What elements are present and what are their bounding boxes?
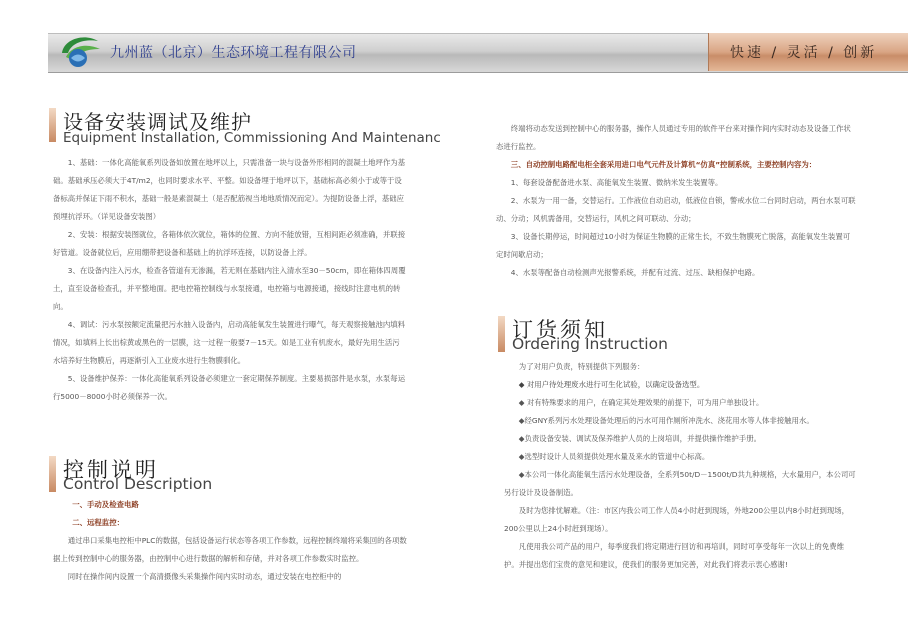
company-name: 九州蓝（北京）生态环境工程有限公司 [110,45,357,61]
slogan: 快速 / 灵活 / 创新 [730,45,878,61]
order-intro: 为了对用户负责，特别提供下列服务： [518,362,645,371]
control-paragraph-1: 通过串口采集电控柜中PLC的数据，包括设备运行状态等各项工作参数，远程控制终端将采集回的各项数据上传到控制中心的服务器，由控制中心进行数据的解析和存储，并对各项工作参数实时监控。 [53,536,407,563]
order-service: 及时为您排忧解难。（注：市区内我公司工作人员4小时赶到现场，外地200公里以内8小时赶到现场，200公里以上24小时赶到现场）。 [504,506,850,533]
section-subtitle-install: Equipment Installation, Commissioning And Maintenanc [63,130,441,146]
section-bar-order [498,316,505,352]
company-logo [58,31,106,71]
control-heading-1: 一、手动及检查电路 [72,500,139,509]
section-title-install: 设备安装调试及维护 [63,110,252,134]
install-paragraph-5: 5、设备维护保养：一体化高能氧系列设备必须建立一套定期保养制度。主要易损部件是水泵，水泵每运行5000－8000小时必须保养一次。 [53,374,406,401]
control-heading-2: 二、远程监控： [72,518,124,527]
section-bar-control [49,456,56,492]
control-continuation: 终端将动态发送到控制中心的服务器，操作人员通过专用的软件平台来对操作间内实时动态及设备工作状态进行监控。 [496,124,851,151]
right-top-body [496,120,856,282]
control-item-4: 4、水泵等配备自动检测声光报警系统，并配有过流、过压、缺相保护电路。 [510,268,760,277]
order-bullet-3: ◆经GNY系列污水处理设备处理后的污水可用作厕所冲洗水、浇花用水等人体非接触用水。 [518,416,814,425]
order-body [504,358,856,574]
section-subtitle-order: Ordering Instruction [512,335,668,353]
install-paragraph-2: 2、安装：根据安装图就位，各箱体依次就位，箱体的位置、方向不能放错，互相间距必须准确，并联接好管道。设备就位后，应用绷带把设备和基础上的抗浮环连接，以防设备上浮。 [53,230,406,257]
order-bullet-4: ◆负责设备安装、调试及保养维护人员的上岗培训，并提供操作维护手册。 [518,434,761,443]
install-paragraph-3: 3、在设备内注入污水，检查各管道有无渗漏，若无则在基础内注入清水至30－50cm，即在箱体四周覆土，直至设备检查孔，并平整地面。把电控箱控制线与水泵接通，电控箱与电源接通，接线时注意电机的转向。 [53,266,406,311]
order-bullet-2: ◆ 对有特殊要求的用户，在确定其处理效果的前提下，可为用户单独设计。 [518,398,764,407]
order-bullet-5: ◆选型时设计人员须提供处理水量及来水的管道中心标高。 [518,452,710,461]
section-title-control: 控制说明 [63,458,159,482]
control-paragraph-2: 同时在操作间内设置一个高清摄像头采集操作间内实时动态，通过安装在电控柜中的 [67,572,342,581]
control-heading-3: 三、自动控制电路配电柜全套采用进口电气元件及计算机“仿真”控制系统，主要控制内容为： [510,160,817,169]
control-item-2: 2、水泵为一用一备，交替运行。工作液位自动启动，低液位自锁，警戒水位二台同时启动，两台水泵可联动、分动；风机需备用，交替运行，风机之间可联动、分动； [496,196,856,223]
install-paragraph-4: 4、调试：污水泵按额定流量把污水抽入设备内，启动高能氧发生装置进行曝气，每天观察接触池内填料情况，如填料上长出棕黄或黑色的一层膜，这一过程一般要7－15天。如是工业有机废水，最好先用生活污水培养好生物膜后，再逐渐引入工业废水进行生物膜驯化。 [53,320,406,365]
control-item-3: 3、设备长期停运，时间超过10小时为保证生物膜的正常生长，不致生物膜死亡脱落，高能氧发生装置可定时间歇启动； [496,232,851,259]
control-body [53,496,407,586]
control-item-1: 1、每套设备配备进水泵、高能氧发生装置、微纳米发生装置等。 [510,178,723,187]
section-bar-install [49,108,56,142]
section-subtitle-control: Control Description [63,475,213,493]
install-paragraph-1: 1、基础：一体化高能氧系列设备如放置在地坪以上，只需准备一块与设备外形相同的混凝土地坪作为基础。基础承压必须大于4T/m2，也同时要求水平、平整。如设备埋于地坪以下，基础标高必须小于或等于设备标高并保证下雨不积水，基础一般是素混凝土（是否配筋视当地地质情况而定）。为提防设备上浮，基础应预埋抗浮环。（详见设备安装图） [53,158,406,221]
order-bullet-6: ◆本公司一体化高能氧生活污水处理设备，全系列50t/D－1500t/D共九种规格，大水量用户，本公司可另行设计及设备制造。 [504,470,856,497]
order-closing: 凡使用我公司产品的用户，每季度我们将定期进行回访和再培训，同时可享受每年一次以上的免费维护。并提出您们宝贵的意见和建议，使我们的服务更加完善，对此我们将表示衷心感谢! [504,542,844,569]
install-body [53,154,407,406]
section-title-order: 订货须知 [512,318,608,342]
order-bullet-1: ◆ 对用户待处理废水进行可生化试验，以确定设备选型。 [518,380,705,389]
